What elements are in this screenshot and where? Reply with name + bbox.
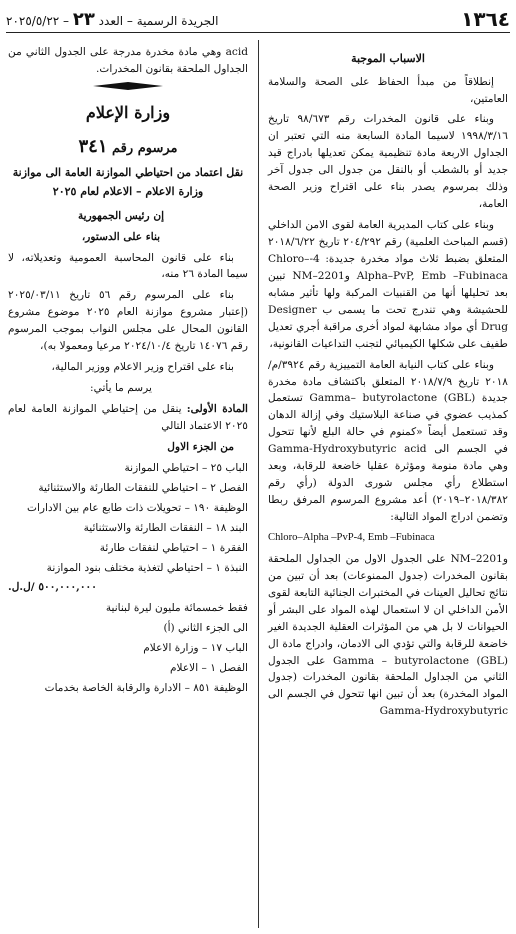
- list-item: الوظيفة ١٩٠ – تحويلات ذات طابع عام بين الادارات: [26, 501, 248, 514]
- amount: ٥٠٠,٠٠٠,٠٠٠ /ل.ل.: [8, 581, 97, 594]
- list-item: النبذة ١ – احتياطي لتغذية مختلف بنود الموازنة: [46, 561, 248, 574]
- decree-subject: نقل اعتماد من احتياطي الموازنة العامة الى موازنة وزارة الاعلام – الاعلام لعام ٢٠٢٥: [12, 166, 244, 198]
- paragraph: بناء على قانون المحاسبة العمومية وتعديلاته، لا سيما المادة ٢٦ منه،: [8, 251, 248, 281]
- issue-number: ٢٣: [72, 8, 95, 30]
- article-1: [8, 401, 248, 435]
- paragraph: وبناء على كتاب المديرية العامة لقوى الامن الداخلي (قسم المباحث العلمية) رقم ٢٠٤/٢٩٢ تاريخ ٢٠١٨/٦/٢٢ المتعلق بضبط ثلاث مواد مخدرة جديدة: 4-Chloro–Alpha–PvP, Emb –Fubinaca وNM–2201 تبين بعد تحليلها أنها من القنبيات المركبة ولها تأثير مشابه للحشيشة وهي تندرج تحت ما يسمى ب Designer Drug أي مواد مشابهة لمواد أخرى مراقبة أجري تعديل طفيف على شكلها الكيميائي لتجنب التداعيات القانونية،: [268, 219, 508, 350]
- substance-line: Chloro–Alpha –PvP-4, Emb –Fubinaca: [268, 531, 435, 543]
- ornament-icon: [93, 82, 163, 90]
- paragraph: إنطلاقاً من مبدأ الحفاظ على الصحة والسلامة العامتين،: [268, 75, 508, 105]
- article-1-text: ينقل من إحتياطي الموازنة العامة لعام ٢٠٢٥ الاعتماد التالي: [8, 403, 248, 432]
- continuation-text: acid وهي مادة مخدرة مدرجة على الجدول الثاني من الجداول الملحقة بقانون المخدرات.: [8, 46, 248, 75]
- running-header: [6, 9, 218, 30]
- page-number: ١٣٦٤: [461, 7, 510, 31]
- part-1-heading: من الجزء الاول: [167, 440, 234, 453]
- ministry-title: وزارة الإعلام: [85, 102, 171, 122]
- amount-words: فقط خمسمائة مليون ليرة لبنانية: [105, 602, 248, 615]
- constitution-line: بناء على الدستور،: [81, 230, 161, 243]
- paragraph: بناء على المرسوم رقم ٥٦ تاريخ ٢٠٢٥/٠٣/١١ (إعتبار مشروع موازنة العام ٢٠٢٥ موضوع مشروع القانون المحال على مجلس النواب بموجب المرسوم رقم ١٤٠٧٦ تاريخ ٢٠٢٤/١٠/٤ مرعيا ومعمولا به)،: [8, 289, 248, 353]
- decree-number: ٣٤١: [78, 136, 108, 158]
- list-item: الفقرة ١ – احتياطي لنفقات طارئة: [99, 541, 248, 554]
- decree-label: مرسوم رقم: [112, 141, 178, 157]
- section-title: الاسباب الموجبة: [351, 52, 425, 65]
- running-prefix: الجريدة الرسمية – العدد: [98, 13, 219, 28]
- decree-heading: [8, 133, 248, 162]
- president-line: إن رئيس الجمهورية: [77, 209, 165, 222]
- paragraph: وبناء على كتاب النيابة العامة التمييزية رقم ٣٩٢٤/م/٢٠١٨ تاريخ ٢٠١٨/٧/٩ المتعلق باكتشاف مادة مخدرة جديدة Gamma– butyrolactone (GBL) تستعمل كمذيب عضوي في صناعة البلاستيك وفي إزالة الدهان وقد تستعمل أيضاً «كمنوم في حالة البلع لأنها تتحول في الجسم الى Gamma-Hydroxybutyric acid وهي مادة منومة ومؤثرة عقليا خاضعة للرقابة، وبعد استطلاع رأي مجلس شورى الدولة (رأي رقم ٢٠١٨/٣٨٢–٢٠١٩) أعد مشروع المرسوم المرفق ربطا وتضمن ادراج المواد التالية:: [268, 358, 508, 524]
- list-item: الباب ١٧ – وزارة الاعلام: [143, 642, 248, 655]
- list-item: الفصل ٢ – احتياطي للنفقات الطارئة والاستثنائية: [38, 481, 248, 494]
- list-item: الباب ٢٥ – احتياطي الموازنة: [124, 461, 248, 474]
- left-column: [8, 44, 248, 700]
- list-item: الوظيفة ٨٥١ – الادارة والرقابة الخاصة بخدمات: [44, 682, 248, 695]
- decrees-line: يرسم ما يأتي:: [90, 382, 152, 395]
- part-2-heading: الى الجزء الثاني (أ): [163, 622, 248, 635]
- running-date: – ٢٠٢٥/٥/٢٢: [6, 13, 70, 28]
- ornament-divider: [8, 82, 248, 90]
- paragraph: بناء على اقتراح وزير الاعلام ووزير المالية،: [51, 361, 234, 374]
- list-item: البند ١٨ – النفقات الطارئة والاستثنائية: [83, 521, 248, 534]
- right-column: [268, 44, 508, 724]
- column-divider: [258, 40, 259, 928]
- article-1-label: المادة الأولى:: [186, 403, 248, 416]
- paragraph: وبناء على قانون المخدرات رقم ٩٨/٦٧٣ تاريخ ١٩٩٨/٣/١٦ لاسيما المادة السابعة منه التي تعتبر ان الجداول الاربعة مادة تنظيمية يمكن تعديلها بادراج قيد جديد أو بالشطب أو بالنقل من جدول الى جدول آخر وذلك بمرسوم يصدر بناء على اقتراح وزير الصحة العامة،: [268, 113, 508, 211]
- page-header: [6, 6, 510, 33]
- paragraph: وNM–2201 على الجدول الاول من الجداول الملحقة بقانون المخدرات (جدول الممنوعات) بعد أن تبين من نتائج تحاليل العينات في المختبرات الجنائية التابعة لقوى الأمن الداخلي ان لا استعمال لهذه المواد على البشر أو الحيوانات لا بل هي من المؤثرات العقلية الجديدة الغير خاضعة للرقابة والتي تؤدي الى الادمان، وادراج مادة ال Gamma – butyrolactone (GBL) على الجدول الثاني من الجداول الملحقة بقانون المخدرات (جدول المواد المخدرة) بعد أن تبين انها تتحول في الجسم الى Gamma-Hydroxybutyric: [268, 552, 508, 718]
- list-item: الفصل ١ – الاعلام: [169, 662, 248, 675]
